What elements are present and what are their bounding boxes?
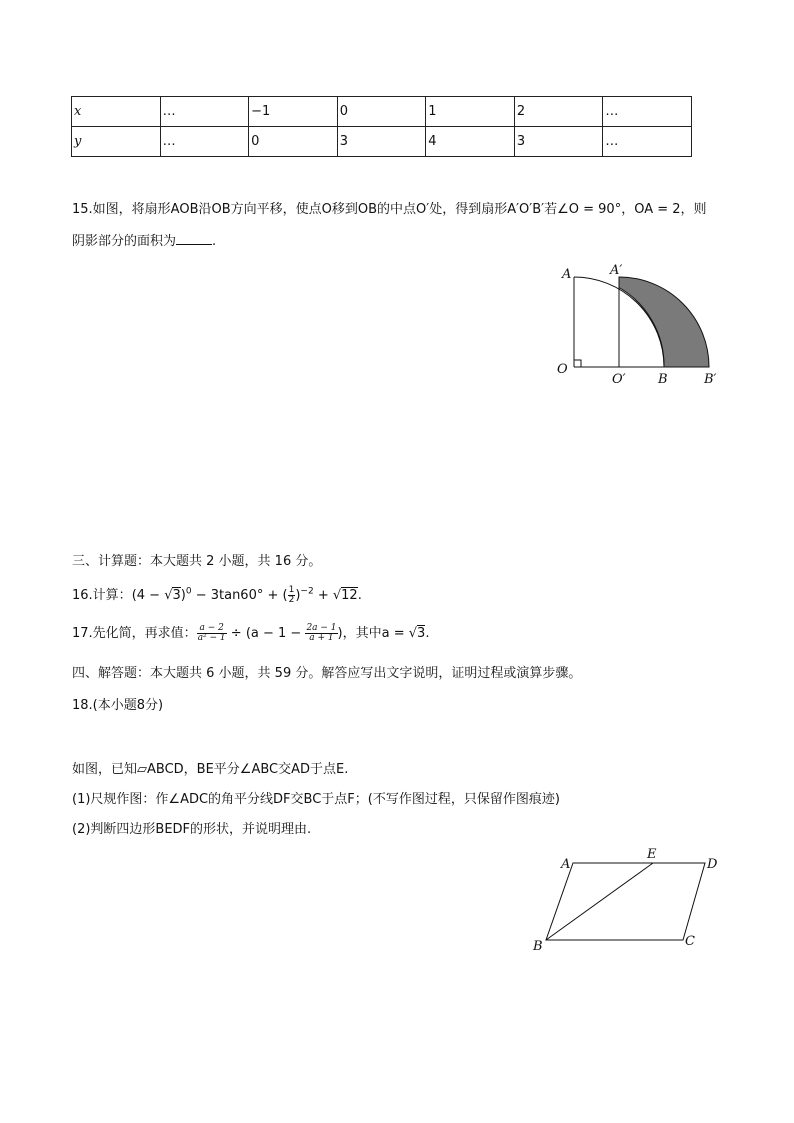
sqrt-3: 3 (172, 588, 181, 603)
exponent-zero: 0 (185, 586, 192, 597)
fraction-1 (197, 624, 227, 643)
label-A: A (561, 857, 571, 872)
q16-text: 16.计算：$(4 - √3)^0 - 3\tan 60^\circ$ + ( $\frac{1}{2}$ )$^{-2}$ + √12. (72, 585, 362, 605)
fraction-2 (305, 624, 337, 643)
sqrt-3: 3 (417, 626, 426, 641)
segment-BE (546, 863, 653, 940)
label-O: O (557, 362, 568, 377)
q17-part: . (425, 626, 430, 641)
q18-line1: 如图，已知▱ABCD，BE平分∠ABC交AD于点E. (72, 762, 349, 777)
label-B-prime: B′ (704, 372, 717, 387)
frac-den: a + 1 (309, 633, 334, 643)
q16-part: ) (295, 588, 301, 603)
sector-translation-figure (550, 258, 730, 388)
exponent-neg2: −2 (300, 586, 314, 597)
q18-line2: (1)尺规作图：作∠ADC的角平分线DF交BC于点F；(不写作图过程，只保留作图痕迹) (72, 792, 560, 807)
table-cell: … (160, 97, 249, 127)
label-A: A (562, 267, 572, 282)
table-cell: 2 (514, 97, 603, 127)
table-cell: 1 (426, 97, 515, 127)
label-B: B (658, 372, 668, 387)
q16-part: − 3tan60° + ( (191, 588, 288, 603)
table-cell: 3 (514, 127, 603, 157)
q16-part: . (357, 588, 362, 603)
section-4-heading: 四、解答题：本大题共 6 小题，共 59 分。解答应写出文字说明，证明过程或演算步骤。 (72, 666, 582, 681)
label-A-prime: A′ (610, 263, 623, 278)
q15-suffix: . (212, 234, 217, 249)
table-row (72, 127, 692, 157)
table-cell: … (603, 127, 692, 157)
q17-part: )，其中a = (337, 626, 409, 641)
answer-blank (176, 232, 212, 245)
label-D: D (707, 857, 718, 872)
table-cell: 4 (426, 127, 515, 157)
table-row-label: y (72, 127, 161, 157)
q16-part: + (313, 588, 333, 603)
q15-text-line2 (72, 230, 216, 249)
table-cell: … (160, 127, 249, 157)
q18-line3: (2)判断四边形BEDF的形状，并说明理由. (72, 822, 312, 837)
parallelogram-ABCD (546, 863, 705, 940)
q16-part: ) (180, 588, 186, 603)
frac-den: 2 (288, 595, 295, 605)
q17-text: 17.先化简，再求值： $\frac{a - 2}{\text{a² − 1}}$ ÷ (a − 1 − $\frac{2a - 1}{a + 1}$ )，其中a = √3. (72, 623, 430, 643)
q16-prefix: 16.计算： (72, 588, 132, 603)
table-cell: 0 (249, 127, 338, 157)
right-angle-mark (574, 360, 581, 367)
q17-prefix: 17.先化简，再求值： (72, 626, 197, 641)
parallelogram-figure (525, 842, 725, 957)
q17-part: ÷ (a − 1 − (226, 626, 306, 641)
table-cell: −1 (249, 97, 338, 127)
label-O-prime: O′ (612, 372, 626, 387)
section-3-heading: 三、计算题：本大题共 2 小题，共 16 分。 (72, 554, 322, 569)
table-row (72, 97, 692, 127)
table-row-label: x (72, 97, 161, 127)
label-C: C (685, 934, 695, 949)
label-E: E (647, 847, 657, 862)
table-cell: … (603, 97, 692, 127)
q18-title: 18.(本小题8分) (72, 698, 164, 713)
sqrt-12: 12 (341, 588, 358, 603)
frac-num: a − 2 (197, 624, 227, 634)
q15-text-line1: 15.如图，将扇形AOB沿OB方向平移，使点O移到OB的中点O′处，得到扇形A′O′B′若∠O = 90°，OA = 2，则 (72, 202, 707, 217)
q15-prefix: 阴影部分的面积为 (72, 234, 177, 249)
frac-num: 1 (288, 585, 295, 595)
xy-value-table (71, 96, 692, 157)
q16-part: (4 − (131, 588, 165, 603)
frac-num: 2a − 1 (306, 623, 337, 633)
frac-den: a² − 1 (197, 633, 226, 643)
table-cell: 0 (337, 97, 426, 127)
label-B: B (533, 939, 543, 954)
table-cell: 3 (337, 127, 426, 157)
shaded-region (619, 277, 709, 367)
